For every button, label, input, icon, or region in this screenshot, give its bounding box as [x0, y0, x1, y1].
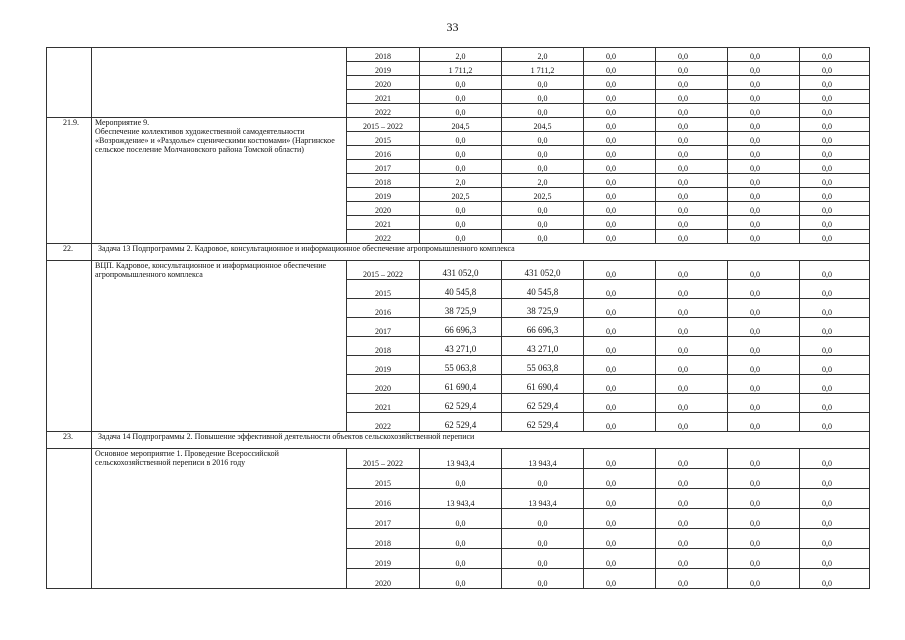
value-cell: 0,0 — [656, 261, 728, 280]
value-cell: 13 943,4 — [502, 449, 584, 469]
value-cell: 0,0 — [420, 132, 502, 146]
value-cell: 0,0 — [584, 160, 656, 174]
value-cell: 0,0 — [800, 132, 870, 146]
value-cell: 0,0 — [502, 509, 584, 529]
value-cell: 0,0 — [728, 318, 800, 337]
value-cell: 0,0 — [728, 48, 800, 62]
value-cell: 0,0 — [728, 160, 800, 174]
value-cell: 0,0 — [800, 569, 870, 589]
value-cell: 61 690,4 — [420, 375, 502, 394]
value-cell: 0,0 — [800, 76, 870, 90]
value-cell: 0,0 — [656, 413, 728, 432]
value-cell: 0,0 — [656, 509, 728, 529]
value-cell: 0,0 — [728, 569, 800, 589]
value-cell: 0,0 — [584, 90, 656, 104]
value-cell: 0,0 — [728, 132, 800, 146]
table-row — [47, 244, 870, 261]
value-cell: 2,0 — [420, 174, 502, 188]
value-cell: 43 271,0 — [420, 337, 502, 356]
row-number — [47, 48, 92, 118]
row-number: 21.9. — [47, 118, 92, 244]
value-cell: 0,0 — [800, 299, 870, 318]
value-cell: 0,0 — [584, 375, 656, 394]
value-cell: 61 690,4 — [502, 375, 584, 394]
value-cell: 0,0 — [728, 104, 800, 118]
value-cell: 0,0 — [584, 62, 656, 76]
year-cell: 2015 — [347, 469, 420, 489]
value-cell: 202,5 — [420, 188, 502, 202]
value-cell: 62 529,4 — [502, 413, 584, 432]
value-cell: 0,0 — [420, 509, 502, 529]
year-cell: 2020 — [347, 375, 420, 394]
year-cell: 2021 — [347, 216, 420, 230]
value-cell: 0,0 — [502, 146, 584, 160]
value-cell: 62 529,4 — [420, 394, 502, 413]
year-cell: 2018 — [347, 48, 420, 62]
value-cell: 202,5 — [502, 188, 584, 202]
value-cell: 0,0 — [584, 356, 656, 375]
value-cell: 0,0 — [502, 529, 584, 549]
value-cell: 0,0 — [584, 489, 656, 509]
value-cell: 0,0 — [656, 76, 728, 90]
value-cell: 0,0 — [800, 413, 870, 432]
value-cell: 0,0 — [800, 118, 870, 132]
value-cell: 0,0 — [584, 413, 656, 432]
value-cell: 0,0 — [728, 337, 800, 356]
page-number: 33 — [446, 20, 459, 34]
value-cell: 0,0 — [728, 230, 800, 244]
value-cell: 0,0 — [800, 90, 870, 104]
value-cell: 0,0 — [800, 529, 870, 549]
value-cell: 0,0 — [800, 280, 870, 299]
value-cell: 0,0 — [728, 549, 800, 569]
value-cell: 0,0 — [800, 62, 870, 76]
value-cell: 0,0 — [584, 549, 656, 569]
value-cell: 0,0 — [656, 230, 728, 244]
value-cell: 0,0 — [502, 132, 584, 146]
year-cell: 2019 — [347, 188, 420, 202]
year-cell: 2018 — [347, 174, 420, 188]
value-cell: 0,0 — [656, 318, 728, 337]
value-cell: 0,0 — [584, 48, 656, 62]
value-cell: 0,0 — [728, 118, 800, 132]
value-cell: 0,0 — [656, 202, 728, 216]
value-cell: 0,0 — [728, 489, 800, 509]
value-cell: 0,0 — [800, 48, 870, 62]
value-cell: 0,0 — [728, 375, 800, 394]
value-cell: 0,0 — [728, 299, 800, 318]
value-cell: 0,0 — [584, 174, 656, 188]
value-cell: 40 545,8 — [420, 280, 502, 299]
value-cell: 55 063,8 — [502, 356, 584, 375]
year-cell: 2015 – 2022 — [347, 118, 420, 132]
value-cell: 0,0 — [584, 202, 656, 216]
value-cell: 1 711,2 — [420, 62, 502, 76]
task-title: Задача 14 Подпрограммы 2. Повышение эффективной деятельности объектов сельскохозяйственной переписи — [92, 432, 870, 449]
value-cell: 0,0 — [502, 230, 584, 244]
value-cell: 0,0 — [800, 146, 870, 160]
activity-description: Основное мероприятие 1. Проведение Всероссийской сельскохозяйственной переписи в 2016 году — [92, 449, 347, 589]
value-cell: 0,0 — [800, 216, 870, 230]
value-cell: 66 696,3 — [502, 318, 584, 337]
value-cell: 0,0 — [584, 104, 656, 118]
year-cell: 2020 — [347, 202, 420, 216]
value-cell: 204,5 — [502, 118, 584, 132]
value-cell: 0,0 — [502, 104, 584, 118]
value-cell: 38 725,9 — [420, 299, 502, 318]
row-number: 23. — [47, 432, 92, 449]
value-cell: 0,0 — [502, 469, 584, 489]
year-cell: 2018 — [347, 337, 420, 356]
value-cell: 0,0 — [656, 549, 728, 569]
year-cell: 2015 — [347, 132, 420, 146]
value-cell: 0,0 — [502, 216, 584, 230]
value-cell: 0,0 — [584, 529, 656, 549]
value-cell: 0,0 — [584, 394, 656, 413]
year-cell: 2021 — [347, 90, 420, 104]
value-cell: 0,0 — [584, 299, 656, 318]
value-cell: 0,0 — [584, 76, 656, 90]
value-cell: 0,0 — [728, 280, 800, 299]
value-cell: 0,0 — [420, 90, 502, 104]
value-cell: 0,0 — [656, 118, 728, 132]
value-cell: 0,0 — [728, 413, 800, 432]
value-cell: 2,0 — [502, 48, 584, 62]
activity-description: Мероприятие 9. Обеспечение коллективов художественной самодеятельности «Возрождение» и «Раздолье» сценическими костюмами» (Наргинское сельское поселение Молчановского района Томской области) — [92, 118, 347, 244]
table-row — [47, 432, 870, 449]
value-cell: 0,0 — [728, 174, 800, 188]
value-cell: 0,0 — [728, 188, 800, 202]
value-cell: 0,0 — [584, 132, 656, 146]
value-cell: 0,0 — [420, 76, 502, 90]
value-cell: 0,0 — [656, 489, 728, 509]
value-cell: 0,0 — [728, 449, 800, 469]
value-cell: 0,0 — [420, 569, 502, 589]
value-cell: 0,0 — [420, 202, 502, 216]
value-cell: 0,0 — [656, 394, 728, 413]
value-cell: 0,0 — [800, 188, 870, 202]
value-cell: 0,0 — [800, 261, 870, 280]
value-cell: 0,0 — [656, 449, 728, 469]
value-cell: 38 725,9 — [502, 299, 584, 318]
value-cell: 0,0 — [656, 48, 728, 62]
value-cell: 0,0 — [656, 299, 728, 318]
value-cell: 43 271,0 — [502, 337, 584, 356]
year-cell: 2016 — [347, 146, 420, 160]
value-cell: 40 545,8 — [502, 280, 584, 299]
value-cell: 0,0 — [584, 216, 656, 230]
activity-description — [92, 48, 347, 118]
row-number — [47, 449, 92, 589]
value-cell: 0,0 — [800, 202, 870, 216]
value-cell: 0,0 — [656, 569, 728, 589]
value-cell: 1 711,2 — [502, 62, 584, 76]
year-cell: 2019 — [347, 356, 420, 375]
value-cell: 0,0 — [800, 356, 870, 375]
value-cell: 0,0 — [728, 394, 800, 413]
year-cell: 2017 — [347, 509, 420, 529]
year-cell: 2015 — [347, 280, 420, 299]
value-cell: 0,0 — [656, 375, 728, 394]
value-cell: 0,0 — [584, 449, 656, 469]
budget-table — [46, 47, 870, 589]
value-cell: 0,0 — [728, 261, 800, 280]
value-cell: 0,0 — [800, 469, 870, 489]
value-cell: 0,0 — [656, 146, 728, 160]
value-cell: 13 943,4 — [420, 489, 502, 509]
value-cell: 0,0 — [420, 146, 502, 160]
value-cell: 0,0 — [656, 188, 728, 202]
year-cell: 2020 — [347, 569, 420, 589]
value-cell: 0,0 — [728, 76, 800, 90]
value-cell: 431 052,0 — [420, 261, 502, 280]
value-cell: 55 063,8 — [420, 356, 502, 375]
activity-description: ВЦП. Кадровое, консультационное и информационное обеспечение агропромышленного комплекса — [92, 261, 347, 432]
value-cell: 0,0 — [420, 529, 502, 549]
value-cell: 0,0 — [800, 337, 870, 356]
value-cell: 2,0 — [502, 174, 584, 188]
value-cell: 0,0 — [656, 356, 728, 375]
value-cell: 0,0 — [656, 337, 728, 356]
year-cell: 2019 — [347, 549, 420, 569]
year-cell: 2022 — [347, 230, 420, 244]
value-cell: 0,0 — [420, 549, 502, 569]
value-cell: 0,0 — [728, 146, 800, 160]
table-row — [47, 118, 870, 132]
value-cell: 0,0 — [420, 469, 502, 489]
value-cell: 0,0 — [800, 160, 870, 174]
value-cell: 0,0 — [728, 469, 800, 489]
table-row — [47, 48, 870, 62]
value-cell: 0,0 — [728, 90, 800, 104]
year-cell: 2016 — [347, 489, 420, 509]
value-cell: 13 943,4 — [502, 489, 584, 509]
value-cell: 0,0 — [584, 188, 656, 202]
value-cell: 0,0 — [502, 160, 584, 174]
value-cell: 0,0 — [584, 509, 656, 529]
value-cell: 0,0 — [656, 132, 728, 146]
value-cell: 66 696,3 — [420, 318, 502, 337]
value-cell: 0,0 — [800, 375, 870, 394]
value-cell: 0,0 — [656, 216, 728, 230]
task-title: Задача 13 Подпрограммы 2. Кадровое, консультационное и информационное обеспечение агропромышленного комплекса — [92, 244, 870, 261]
value-cell: 0,0 — [420, 216, 502, 230]
year-cell: 2015 – 2022 — [347, 449, 420, 469]
value-cell: 0,0 — [728, 356, 800, 375]
value-cell: 0,0 — [800, 318, 870, 337]
year-cell: 2015 – 2022 — [347, 261, 420, 280]
value-cell: 0,0 — [420, 230, 502, 244]
value-cell: 0,0 — [728, 509, 800, 529]
year-cell: 2018 — [347, 529, 420, 549]
table-row — [47, 449, 870, 469]
value-cell: 0,0 — [800, 449, 870, 469]
value-cell: 0,0 — [728, 216, 800, 230]
value-cell: 0,0 — [502, 90, 584, 104]
value-cell: 0,0 — [584, 280, 656, 299]
row-number — [47, 261, 92, 432]
value-cell: 0,0 — [800, 489, 870, 509]
value-cell: 0,0 — [420, 160, 502, 174]
value-cell: 0,0 — [584, 469, 656, 489]
value-cell: 0,0 — [584, 146, 656, 160]
value-cell: 13 943,4 — [420, 449, 502, 469]
value-cell: 0,0 — [656, 160, 728, 174]
value-cell: 204,5 — [420, 118, 502, 132]
value-cell: 2,0 — [420, 48, 502, 62]
value-cell: 431 052,0 — [502, 261, 584, 280]
value-cell: 0,0 — [584, 230, 656, 244]
year-cell: 2021 — [347, 394, 420, 413]
value-cell: 0,0 — [728, 202, 800, 216]
value-cell: 0,0 — [502, 549, 584, 569]
value-cell: 62 529,4 — [502, 394, 584, 413]
value-cell: 0,0 — [800, 549, 870, 569]
value-cell: 0,0 — [800, 509, 870, 529]
value-cell: 0,0 — [800, 104, 870, 118]
value-cell: 0,0 — [656, 529, 728, 549]
value-cell: 0,0 — [800, 394, 870, 413]
year-cell: 2022 — [347, 413, 420, 432]
value-cell: 0,0 — [584, 569, 656, 589]
value-cell: 0,0 — [656, 90, 728, 104]
year-cell: 2017 — [347, 160, 420, 174]
value-cell: 0,0 — [502, 76, 584, 90]
value-cell: 0,0 — [584, 318, 656, 337]
value-cell: 62 529,4 — [420, 413, 502, 432]
value-cell: 0,0 — [656, 174, 728, 188]
table-row — [47, 261, 870, 280]
year-cell: 2016 — [347, 299, 420, 318]
value-cell: 0,0 — [584, 337, 656, 356]
value-cell: 0,0 — [656, 104, 728, 118]
row-number: 22. — [47, 244, 92, 261]
value-cell: 0,0 — [584, 118, 656, 132]
year-cell: 2019 — [347, 62, 420, 76]
value-cell: 0,0 — [728, 62, 800, 76]
value-cell: 0,0 — [502, 202, 584, 216]
value-cell: 0,0 — [656, 62, 728, 76]
value-cell: 0,0 — [656, 280, 728, 299]
year-cell: 2020 — [347, 76, 420, 90]
value-cell: 0,0 — [584, 261, 656, 280]
year-cell: 2022 — [347, 104, 420, 118]
value-cell: 0,0 — [502, 569, 584, 589]
value-cell: 0,0 — [656, 469, 728, 489]
value-cell: 0,0 — [800, 174, 870, 188]
value-cell: 0,0 — [800, 230, 870, 244]
value-cell: 0,0 — [420, 104, 502, 118]
year-cell: 2017 — [347, 318, 420, 337]
value-cell: 0,0 — [728, 529, 800, 549]
